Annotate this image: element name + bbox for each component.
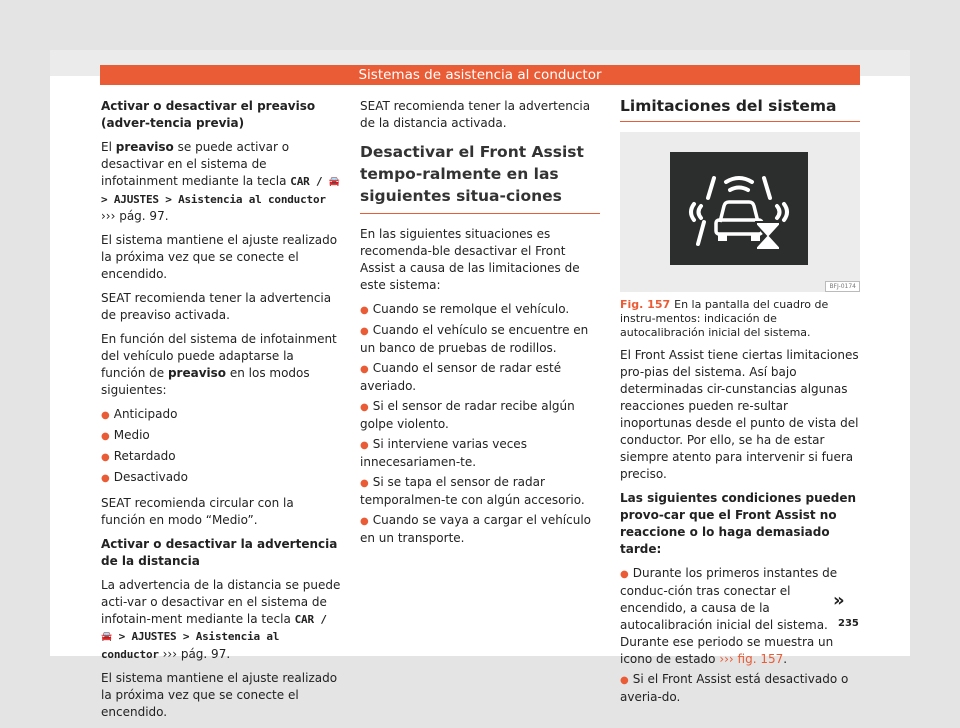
list-item <box>360 322 600 357</box>
text: se puede activar o desactivar en el sistema de infotainment mediante la tecla <box>101 140 291 188</box>
section-title: Limitaciones del sistema <box>620 98 860 122</box>
page-reference: ››› pág. 97. <box>101 209 169 223</box>
figure-caption <box>620 298 860 340</box>
heading-preaviso: Activar o desactivar el preaviso (adver-tencia previa) <box>101 99 316 130</box>
paragraph <box>101 577 341 663</box>
list-item <box>360 360 600 395</box>
paragraph: SEAT recomienda tener la advertencia de preaviso activada. <box>101 291 332 322</box>
car-key-label: CAR <box>294 613 314 626</box>
car-key-label: CAR <box>290 175 310 188</box>
paragraph: El sistema mantiene el ajuste realizado la próxima vez que se conecte el encendido. <box>101 233 338 281</box>
column-1 <box>101 98 341 728</box>
situations-list <box>360 301 600 547</box>
text: en los modos siguientes: <box>101 366 310 397</box>
column-2 <box>360 98 600 555</box>
instrument-display <box>670 152 808 265</box>
list-item-text: Desactivado <box>113 470 189 484</box>
bullet-icon: ● <box>360 516 369 527</box>
front-assist-calibration-icon <box>670 152 808 265</box>
bold-term: preaviso <box>115 140 174 154</box>
list-item-text: Cuando se remolque el vehículo. <box>372 302 570 316</box>
section-title: Desactivar el Front Assist tempo-ralmente en las siguientes situa-ciones <box>360 139 600 214</box>
bold-term: preaviso <box>167 366 227 380</box>
bullet-icon: ● <box>360 402 369 413</box>
list-item-text: Retardado <box>113 449 176 463</box>
separator: / <box>309 175 329 188</box>
list-item-text: Si se tapa el sensor de radar temporalmen-te con algún accesorio. <box>360 475 585 507</box>
list-item-text: Durante los primeros instantes de conduc-ción tras conectar el encendido, a causa de la autocalibración inicial del sistema. Durante ese periodo se muestra un icono de estado <box>620 566 838 666</box>
vehicle-icon: 🚘 <box>101 632 113 642</box>
bullet-icon: ● <box>620 675 629 686</box>
list-item-text: Cuando se vaya a cargar el vehículo en un transporte. <box>360 513 592 545</box>
separator: / <box>313 613 327 626</box>
figure-157 <box>620 132 860 292</box>
caption-text: En la pantalla del cuadro de instru-mentos: indicación de autocalibración inicial del sistema. <box>620 298 829 339</box>
figure-number: Fig. 157 <box>620 298 671 311</box>
bullet-icon: ● <box>360 364 369 375</box>
list-item <box>101 469 341 487</box>
text: En función del sistema de infotainment del vehículo puede adaptarse la función de <box>101 332 337 380</box>
page-reference: ››› pág. 97. <box>158 647 231 661</box>
text: . <box>783 652 788 666</box>
list-item-text: Si el Front Assist está desactivado o averia-do. <box>620 672 849 704</box>
list-item <box>360 436 600 471</box>
list-item <box>620 671 860 706</box>
list-item-text: Cuando el vehículo se encuentre en un banco de pruebas de rodillos. <box>360 323 589 355</box>
text: El <box>101 140 116 154</box>
bullet-icon: ● <box>101 410 110 421</box>
list-item <box>101 448 341 466</box>
continue-marker: » <box>833 590 845 611</box>
text: La advertencia de la distancia se puede acti-var o desactivar en el sistema de infotain-ment mediante la tecla <box>101 578 341 626</box>
paragraph <box>101 139 341 225</box>
list-item-text: Cuando el sensor de radar esté averiado. <box>360 361 562 393</box>
menu-path: > AJUSTES > Asistencia al conductor <box>101 193 326 206</box>
paragraph: SEAT recomienda circular con la función en modo “Medio”. <box>101 496 294 527</box>
bullet-icon: ● <box>360 478 369 489</box>
paragraph <box>101 331 341 399</box>
list-item <box>101 406 341 424</box>
paragraph: En las siguientes situaciones es recomenda-ble desactivar el Front Assist a causa de las limitaciones de este sistema: <box>360 227 580 292</box>
page-number: 235 <box>838 618 859 629</box>
conditions-list <box>620 565 860 706</box>
heading-distance: Activar o desactivar la advertencia de la distancia <box>101 537 338 568</box>
paragraph: SEAT recomienda tener la advertencia de la distancia activada. <box>360 99 591 130</box>
list-item-text: Anticipado <box>113 407 178 421</box>
heading-conditions: Las siguientes condiciones pueden provo-car que el Front Assist no reaccione o lo haga demasiado tarde: <box>620 491 857 556</box>
vehicle-icon: 🚘 <box>328 177 341 187</box>
list-item <box>360 301 600 319</box>
chapter-header: Sistemas de asistencia al conductor <box>100 65 860 85</box>
figure-link[interactable]: ››› fig. 157 <box>719 652 784 666</box>
bullet-icon: ● <box>360 305 369 316</box>
list-item <box>360 512 600 547</box>
list-item <box>620 565 860 668</box>
list-item <box>101 427 341 445</box>
list-item <box>360 474 600 509</box>
bullet-icon: ● <box>360 326 369 337</box>
bullet-icon: ● <box>101 452 110 463</box>
bullet-icon: ● <box>620 569 629 580</box>
modes-list <box>101 406 341 487</box>
bullet-icon: ● <box>360 440 369 451</box>
list-item-text: Medio <box>113 428 150 442</box>
list-item <box>360 398 600 433</box>
list-item-text: Si el sensor de radar recibe algún golpe violento. <box>360 399 575 431</box>
figure-code: BFJ-0174 <box>825 281 860 292</box>
paragraph: El Front Assist tiene ciertas limitaciones pro-pias del sistema. Así bajo determinadas cir-cunstancias algunas reacciones pueden re-sultar inoportunas desde el punto de vista del conductor. Por ello, se ha de estar siempre atento para intervenir si fuera preciso. <box>620 348 859 481</box>
bullet-icon: ● <box>101 431 110 442</box>
paragraph: El sistema mantiene el ajuste realizado la próxima vez que se conecte el encendido. <box>101 671 338 719</box>
column-3 <box>620 98 860 714</box>
bullet-icon: ● <box>101 473 110 484</box>
menu-path: > AJUSTES > Asistencia al conductor <box>101 630 280 661</box>
list-item-text: Si interviene varias veces innecesariamen-te. <box>360 437 527 469</box>
